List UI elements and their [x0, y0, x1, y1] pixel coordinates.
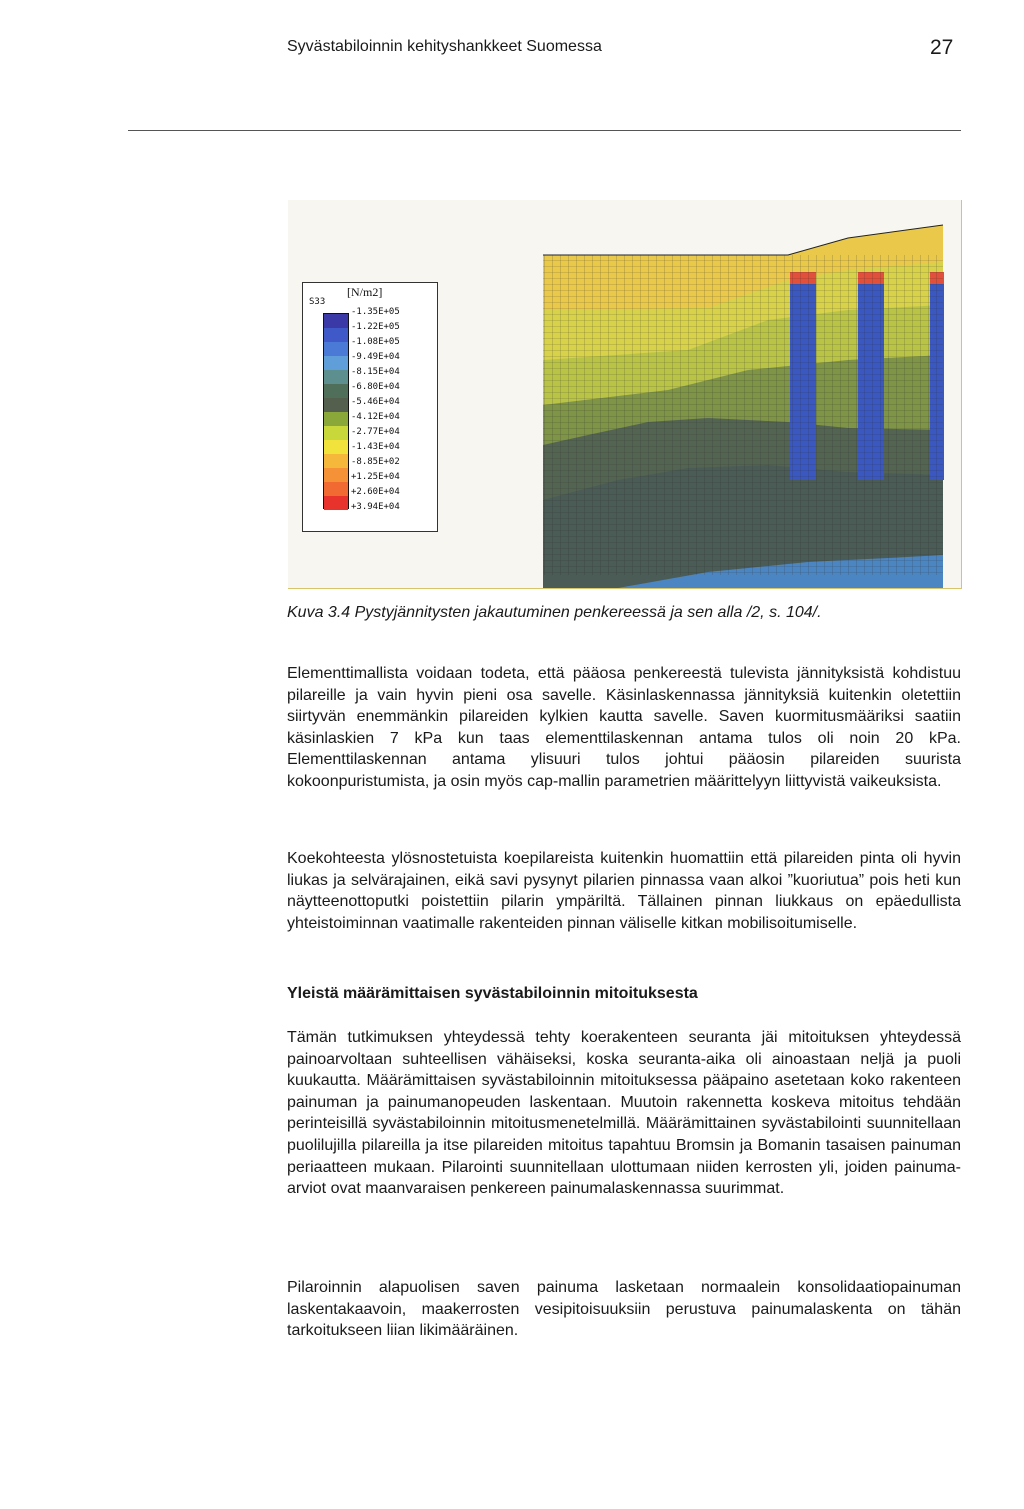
mesh-grid [543, 255, 943, 575]
legend-tick-label: -6.80E+04 [351, 382, 400, 392]
legend-unit: [N/m2] [347, 285, 383, 299]
legend-tick-label: -2.77E+04 [351, 427, 400, 437]
body-paragraph: Elementtimallista voidaan todeta, että pääosa penkereestä tulevista jännityksistä kohdistuu pilareille ja vain hyvin pieni osa savelle. Käsinlaskennassa jännityksiä kuitenkin oletettiin siirtyvän enemmänkin pilareiden kylkien kautta savelle. Saven kuormitusmääriksi saatiin käsinlaskien 7 kPa kun taas elementtilaskennan antama tulos oli noin 20 kPa. Elementtilaskennan antama ylisuuri tulos johtui pääosin pilareiden suurista kokoonpuristumista, ja osin myös cap-mallin parametrien määrittelyyn liittyvistä vaikeuksista. [287, 665, 961, 790]
color-legend [302, 282, 438, 532]
legend-swatch [324, 342, 348, 356]
legend-swatch [324, 314, 348, 328]
legend-swatch [324, 412, 348, 426]
legend-tick-label: -8.15E+04 [351, 367, 400, 377]
body-paragraph: Tämän tutkimuksen yhteydessä tehty koerakenteen seuranta jäi mitoituksen yhteydessä painoarvoltaan suhteellisen vähäiseksi, koska seuranta-aika oli ainoastaan neljä ja puoli kuukautta. Määrämittaisen syvästabiloinnin mitoituksessa pääpaino asetetaan koko rakenteen painuman ja painumanopeuden laskentaan. Muutoin rakennetta koskeva mitoitus tehdään perinteisillä syvästabiloinnin mitoitusmenetelmillä. Määrämittainen syvästabilointi suunnitellaan puolilujilla pilareilla ja itse pilareiden mitoitus tapahtuu Bromsin ja Bomanin tasaisen painuman periaatteen mukaan. Pilarointi suunnitellaan ulottumaan niiden kerrosten yli, joiden painuma-arviot ovat maanvaraisen penkereen painumalaskennassa suurimmat. [287, 1029, 961, 1198]
legend-variable: S33 [309, 297, 326, 307]
legend-swatch [324, 384, 348, 398]
legend-swatch [324, 496, 348, 510]
page-number: 27 [930, 36, 954, 59]
legend-tick-label: -1.35E+05 [351, 307, 400, 317]
legend-tick-label: +1.25E+04 [351, 472, 400, 482]
legend-swatch [324, 454, 348, 468]
section-heading: Yleistä määrämittaisen syvästabiloinnin mitoituksesta [287, 985, 698, 1002]
figure-caption: Kuva 3.4 Pystyjännitysten jakautuminen penkereessä ja sen alla /2, s. 104/. [287, 604, 822, 621]
legend-tick-label: -4.12E+04 [351, 412, 400, 422]
legend-tick-label: -1.22E+05 [351, 322, 400, 332]
legend-tick-label: +3.94E+04 [351, 502, 400, 512]
legend-tick-label: -1.08E+05 [351, 337, 400, 347]
legend-tick-label: -8.85E+02 [351, 457, 400, 467]
legend-tick-label: +2.60E+04 [351, 487, 400, 497]
header-rule [128, 130, 961, 131]
legend-swatch [324, 482, 348, 496]
legend-color-bar [323, 313, 349, 509]
legend-swatch [324, 356, 348, 370]
legend-swatch [324, 328, 348, 342]
legend-swatch [324, 440, 348, 454]
body-paragraph: Pilaroinnin alapuolisen saven painuma lasketaan normaalein konsolidaatiopainuman laskentakaavoin, maakerrosten vesipitoisuuksiin perustuva painumalaskenta on tähän tarkoitukseen liian likimääräinen. [287, 1279, 961, 1340]
legend-swatch [324, 370, 348, 384]
legend-tick-label: -1.43E+04 [351, 442, 400, 452]
stress-distribution-figure [288, 200, 962, 589]
legend-tick-label: -5.46E+04 [351, 397, 400, 407]
legend-swatch [324, 426, 348, 440]
running-header: Syvästabiloinnin kehityshankkeet Suomessa [287, 38, 602, 55]
legend-tick-label: -9.49E+04 [351, 352, 400, 362]
body-paragraph: Koekohteesta ylösnostetuista koepilareista kuitenkin huomattiin että pilareiden pinta oli hyvin liukas ja selvärajainen, eikä savi pysynyt pilarien pinnassa vaan alkoi ”kuoriutua” pois heti kun näytteenottoputki poistettiin pilarin ympäriltä. Tällainen pinnan liukkaus on epäedullista yhteistoiminnan vaatimalle rakenteiden pinnan väliselle kitkan mobilisoitumiselle. [287, 850, 961, 932]
legend-swatch [324, 398, 348, 412]
legend-swatch [324, 468, 348, 482]
